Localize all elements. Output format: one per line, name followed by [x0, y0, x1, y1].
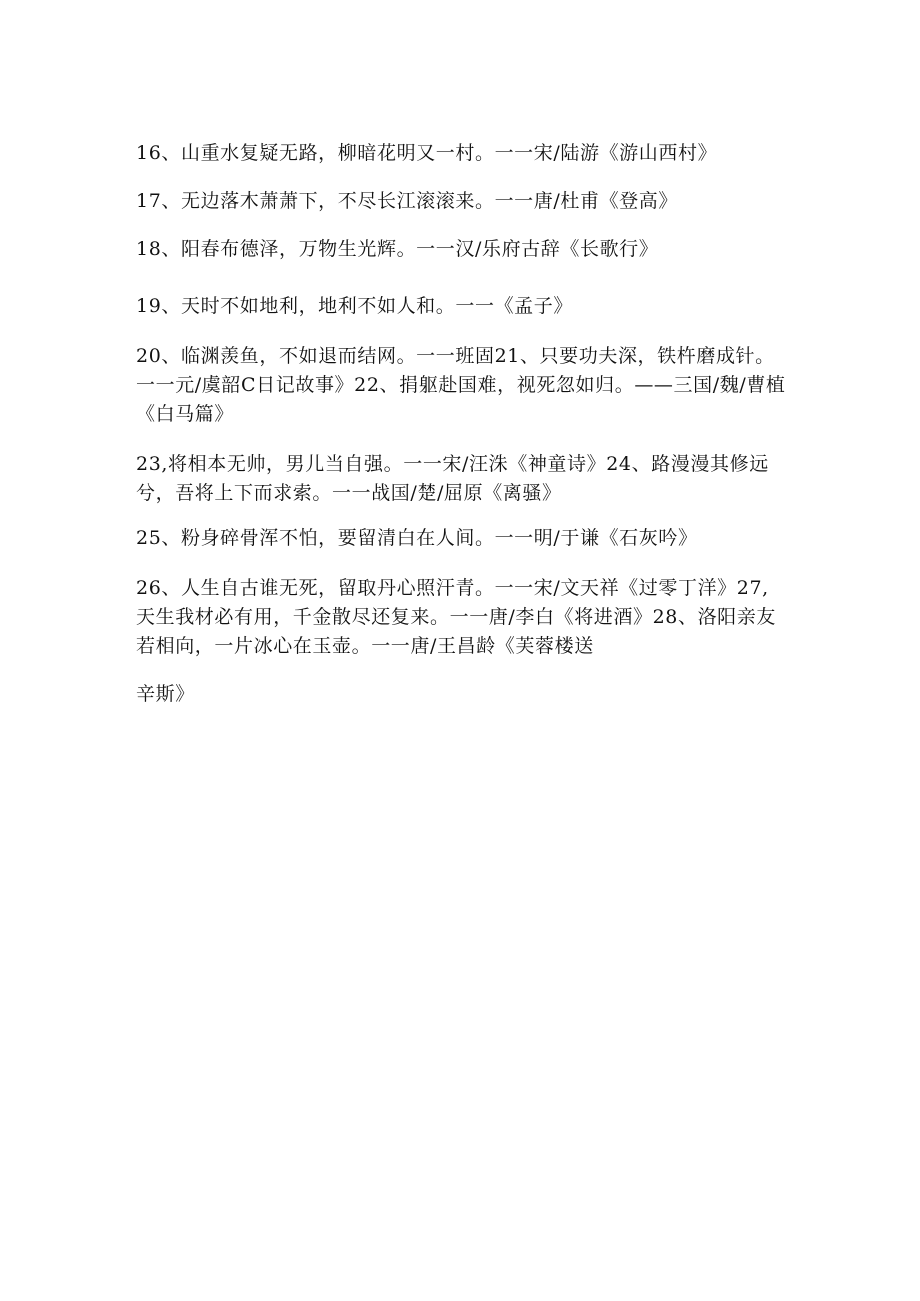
quote-20-22: 20、临渊羡鱼，不如退而结网。一一班固21、只要功夫深，铁杵磨成针。一一元/虞韶C日记故事》22、捐躯赴国难，视死忽如归。——三国/魏/曹植《白马篇》: [136, 345, 786, 425]
quote-17: 17、无边落木萧萧下，不尽长江滚滚来。一一唐/杜甫《登高》: [136, 190, 678, 212]
quote-28-continued: 辛斯》: [136, 683, 195, 705]
quote-25: 25、粉身碎骨浑不怕，要留清白在人间。一一明/于谦《石灰吟》: [136, 527, 698, 549]
quote-18: 18、阳春布德泽，万物生光辉。一一汉/乐府古辞《长歌行》: [136, 238, 659, 260]
quote-26-28: 26、人生自古谁无死，留取丹心照汗青。一一宋/文天祥《过零丁洋》27,天生我材必有用，千金散尽还复来。一一唐/李白《将进酒》28、洛阳亲友若相向，一片冰心在玉壶。一一唐/王昌龄《芙蓉楼送: [136, 577, 776, 657]
quote-16: 16、山重水复疑无路，柳暗花明又一村。一一宋/陆游《游山西村》: [136, 142, 718, 164]
quote-19: 19、天时不如地利，地利不如人和。一一《孟子》: [136, 295, 573, 317]
quote-23-24: 23,将相本无帅，男儿当自强。一一宋/汪洙《神童诗》24、路漫漫其修远兮，吾将上下而求索。一一战国/楚/屈原《离骚》: [136, 453, 769, 504]
